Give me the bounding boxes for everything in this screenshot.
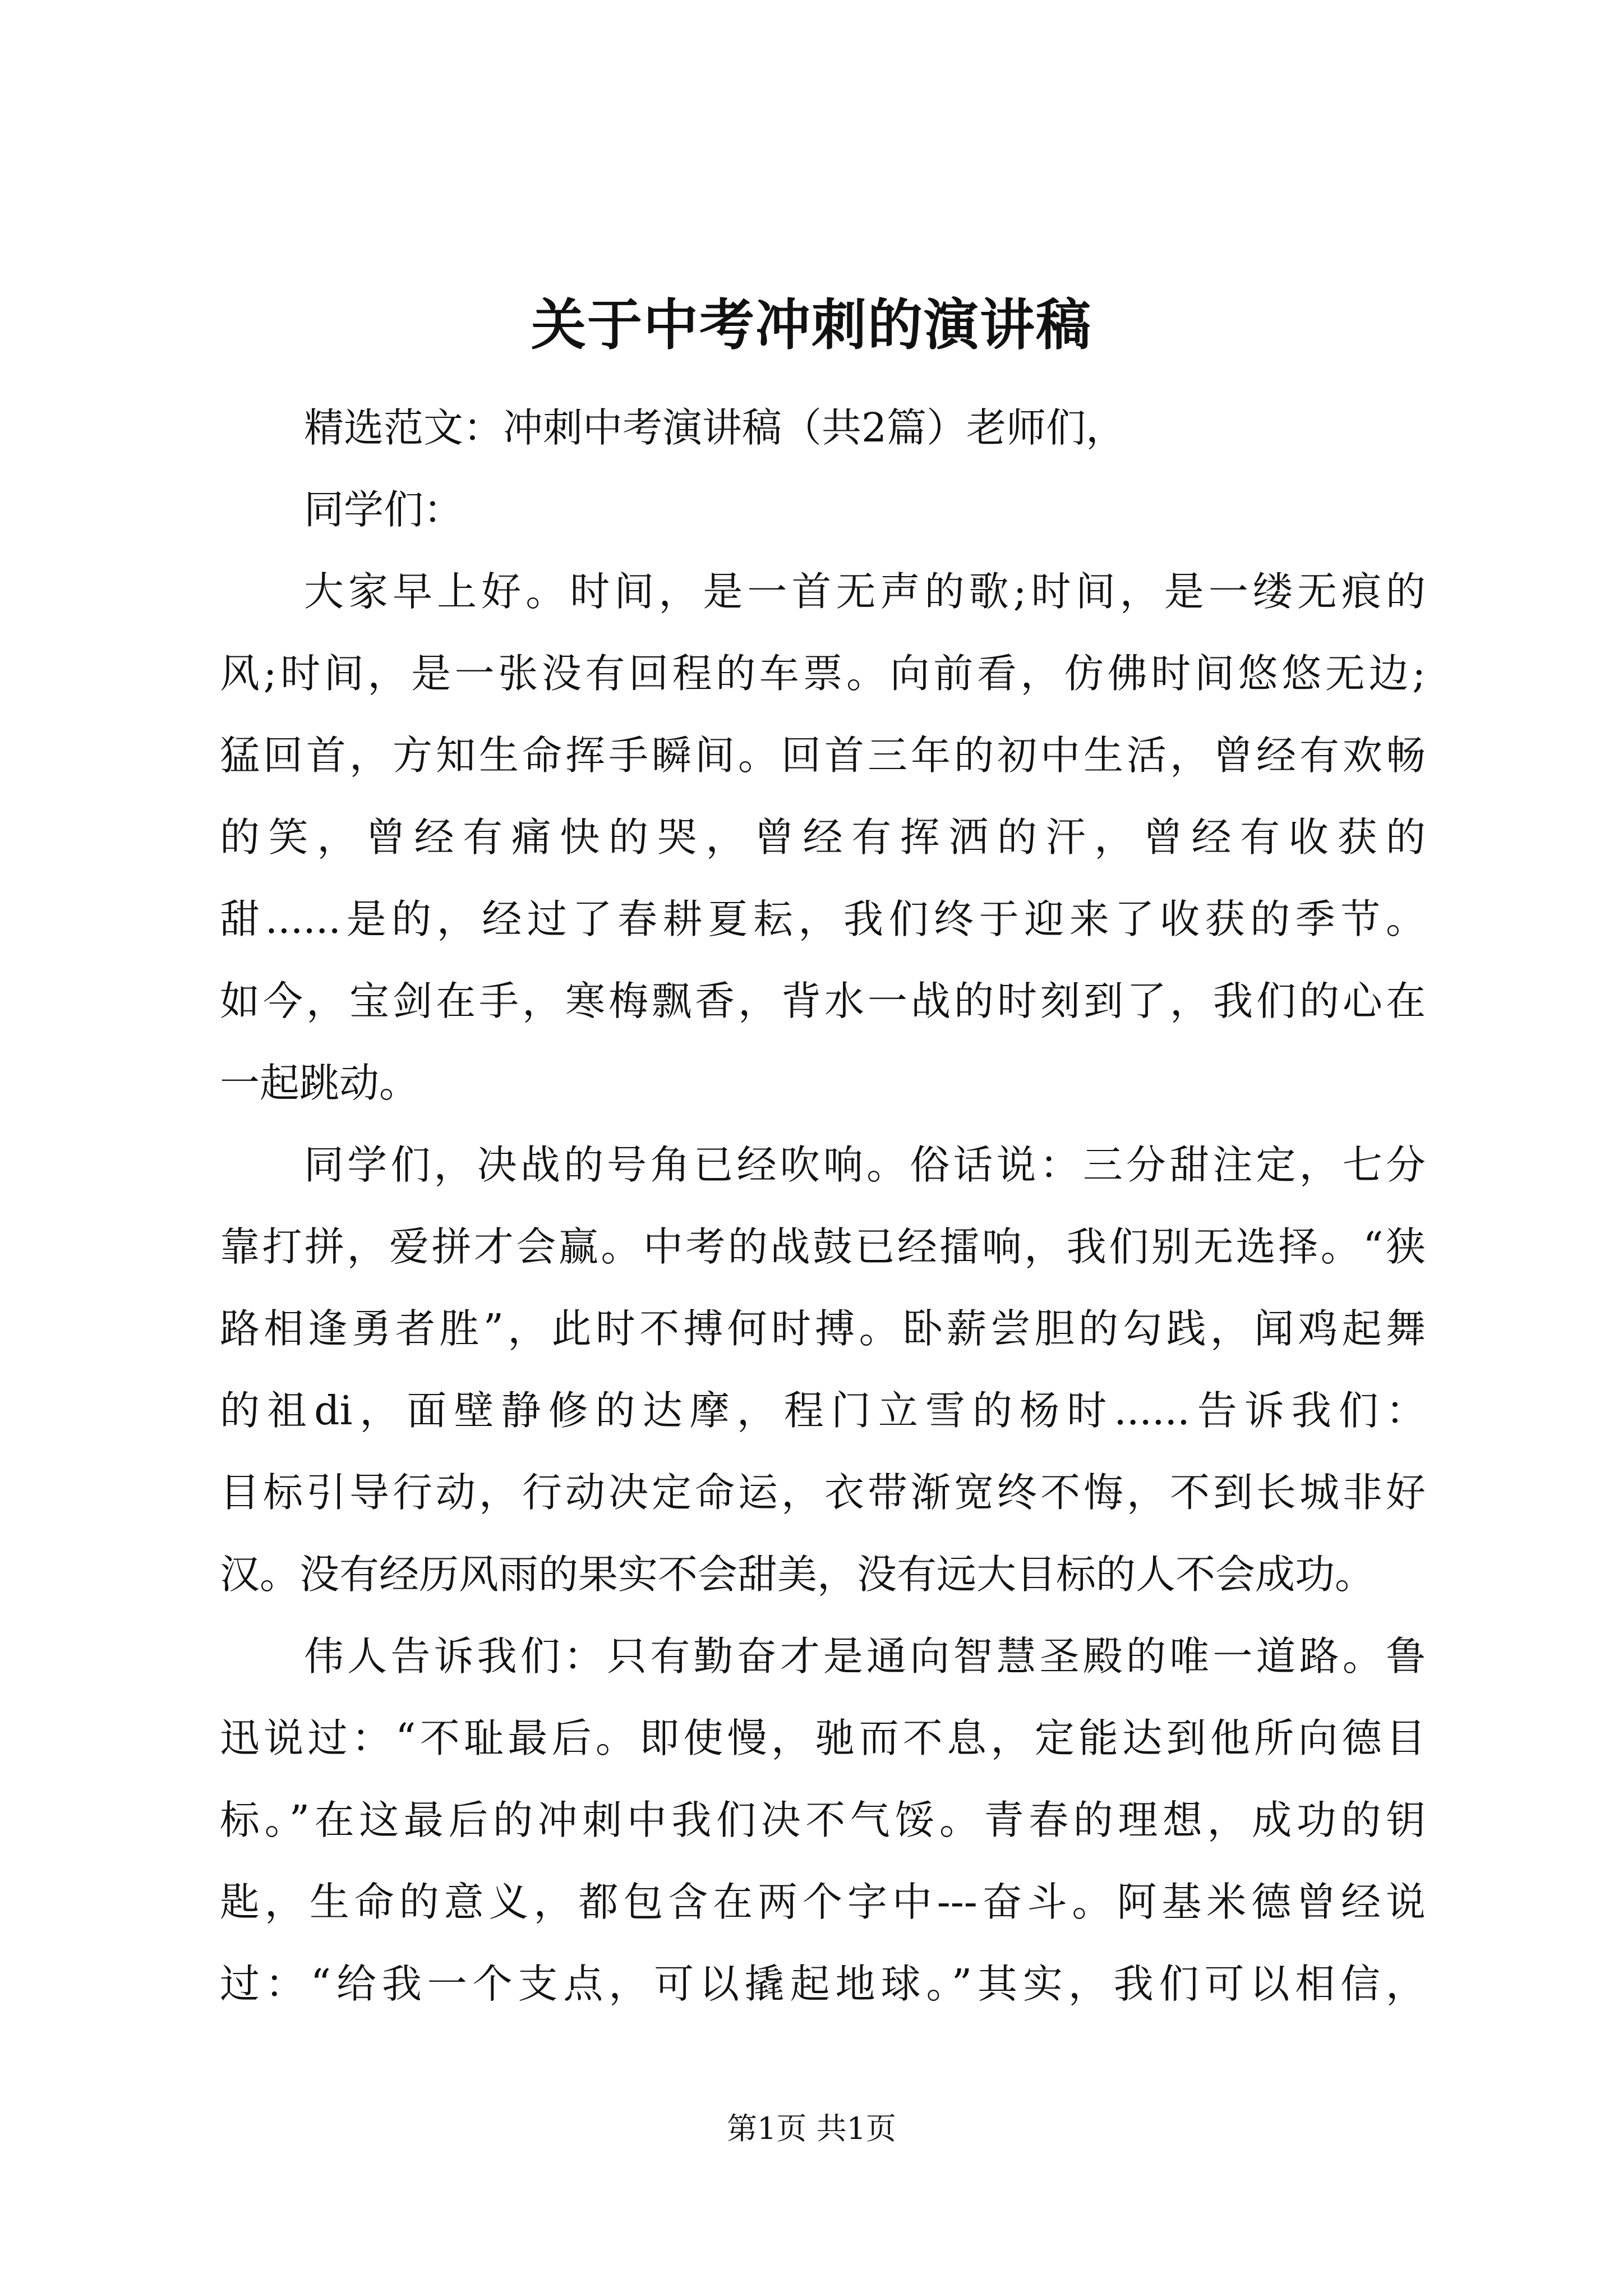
text-line: 目标引导行动，行动决定命运，衣带渐宽终不悔，不到长城非好	[220, 1469, 1426, 1516]
text-line: 一起跳动。	[220, 1060, 419, 1106]
text-line: 同学们：	[304, 486, 464, 533]
text-line: 同学们，决战的号角已经吹响。俗话说：三分甜注定，七分	[304, 1142, 1426, 1188]
text-line: 精选范文：冲刺中考演讲稿（共2篇）老师们，	[304, 404, 1126, 451]
text-line: 标。”在这最后的冲刺中我们决不气馁。青春的理想，成功的钥	[220, 1797, 1426, 1843]
text-line: 匙，生命的意义，都包含在两个字中---奋斗。阿基米德曾经说	[220, 1879, 1426, 1925]
text-line: 猛回首，方知生命挥手瞬间。回首三年的初中生活，曾经有欢畅	[220, 732, 1426, 779]
document-body	[220, 387, 1426, 2025]
text-line: 如今，宝剑在手，寒梅飘香，背水一战的时刻到了，我们的心在	[220, 978, 1426, 1024]
text-line: 风;时间，是一张没有回程的车票。向前看，仿佛时间悠悠无边;	[220, 650, 1426, 697]
text-line: 甜......是的，经过了春耕夏耘，我们终于迎来了收获的季节。	[220, 896, 1426, 942]
text-line: 汉。没有经历风雨的果实不会甜美，没有远大目标的人不会成功。	[220, 1551, 1375, 1598]
text-line: 路相逢勇者胜”，此时不搏何时搏。卧薪尝胆的勾践，闻鸡起舞	[220, 1305, 1426, 1352]
text-line: 伟人告诉我们：只有勤奋才是通向智慧圣殿的唯一道路。鲁	[304, 1633, 1426, 1680]
text-line: 过：“给我一个支点，可以撬起地球。”其实，我们可以相信，	[220, 1961, 1426, 2007]
text-line: 靠打拼，爱拼才会赢。中考的战鼓已经擂响，我们别无选择。“狭	[220, 1223, 1426, 1270]
page-number-footer: 第1页 共1页	[727, 2111, 896, 2146]
text-line: 的祖di，面壁静修的达摩，程门立雪的杨时......告诉我们：	[220, 1387, 1426, 1434]
text-line: 迅说过：“不耻最后。即使慢，驰而不息，定能达到他所向德目	[220, 1715, 1426, 1761]
text-line: 的笑，曾经有痛快的哭，曾经有挥洒的汗，曾经有收获的	[220, 814, 1426, 861]
document-title: 关于中考冲刺的演讲稿	[531, 293, 1092, 357]
text-line: 大家早上好。时间，是一首无声的歌;时间，是一缕无痕的	[304, 568, 1426, 615]
